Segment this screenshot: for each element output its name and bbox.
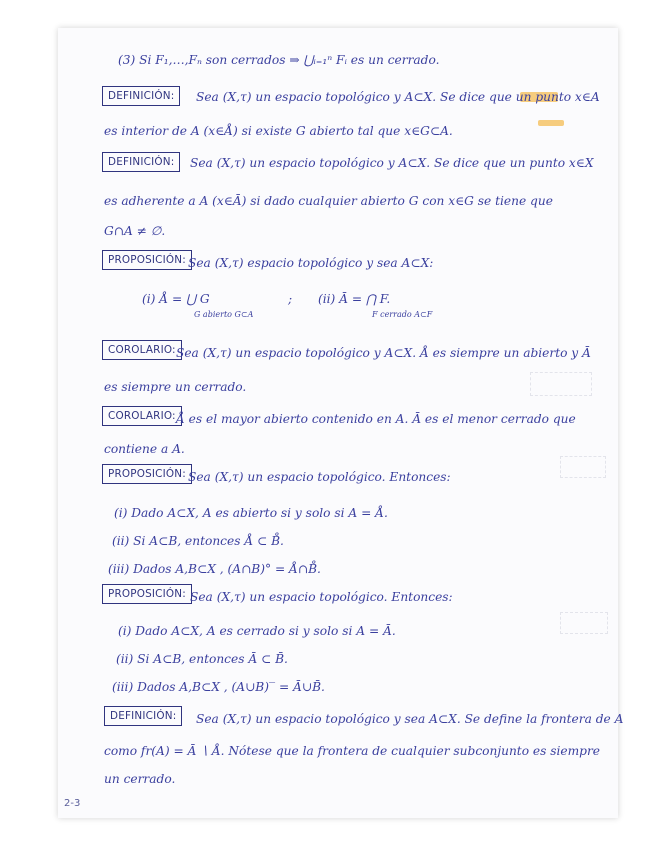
highlighter-mark <box>538 120 564 126</box>
note-line: Sea (X,τ) un espacio topológico. Entonces: <box>190 590 453 604</box>
note-line: Sea (X,τ) un espacio topológico. Entonces: <box>188 470 451 484</box>
definition-box-label: DEFINICIÓN: <box>102 152 180 172</box>
proposition-box-label: PROPOSICIÓN: <box>102 250 192 270</box>
list-item: (iii) Dados A,B⊂X , (A∩B)° = Å∩B̊. <box>108 562 321 576</box>
note-line: (3) Si F₁,…,Fₙ son cerrados ⇒ ⋃ᵢ₌₁ⁿ Fᵢ es un cerrado. <box>118 53 440 67</box>
formula-line: (ii) Ā = ⋂ F. <box>318 292 391 306</box>
definition-box-label: DEFINICIÓN: <box>104 706 182 726</box>
definition-box-label: DEFINICIÓN: <box>102 86 180 106</box>
show-through-mark <box>560 456 606 478</box>
note-line: G∩A ≠ ∅. <box>104 224 166 238</box>
proposition-box-label: PROPOSICIÓN: <box>102 584 192 604</box>
list-item: (iii) Dados A,B⊂X , (A∪B)‾ = Ā∪B̄. <box>112 680 325 694</box>
formula-subscript: G abierto G⊂A <box>194 310 254 319</box>
note-line: Sea (X,τ) un espacio topológico y A⊂X. Å es siempre un abierto y Ā <box>176 346 591 360</box>
corollary-box-label: COROLARIO: <box>102 340 182 360</box>
list-item: (i) Dado A⊂X, A es cerrado si y solo si A = Ā. <box>118 624 396 638</box>
note-line: Sea (X,τ) espacio topológico y sea A⊂X: <box>188 256 434 270</box>
note-line: Å es el mayor abierto contenido en A. Ā es el menor cerrado que <box>176 412 576 426</box>
note-line: como fr(A) = Ā ∖ Å. Nótese que la frontera de cualquier subconjunto es siempre <box>104 744 601 758</box>
show-through-mark <box>530 372 592 396</box>
note-line: contiene a A. <box>104 442 185 456</box>
page-mark: 2-3 <box>64 798 81 809</box>
note-line: un cerrado. <box>104 772 176 786</box>
formula-subscript: F cerrado A⊂F <box>372 310 433 319</box>
formula-separator: ; <box>288 292 293 306</box>
note-line: Sea (X,τ) un espacio topológico y A⊂X. Se dice que un punto x∈A <box>196 90 600 104</box>
note-line: es siempre un cerrado. <box>104 380 247 394</box>
corollary-box-label: COROLARIO: <box>102 406 182 426</box>
note-line: es interior de A (x∈Å) si existe G abierto tal que x∈G⊂A. <box>104 124 453 138</box>
show-through-mark <box>560 612 608 634</box>
note-line: Sea (X,τ) un espacio topológico y sea A⊂X. Se define la frontera de A <box>196 712 624 726</box>
list-item: (ii) Si A⊂B, entonces Å ⊂ B̊. <box>112 534 284 548</box>
proposition-box-label: PROPOSICIÓN: <box>102 464 192 484</box>
note-line: es adherente a A (x∈Ā) si dado cualquier abierto G con x∈G se tiene que <box>104 194 553 208</box>
formula-line: (i) Å = ⋃ G <box>142 292 210 306</box>
list-item: (ii) Si A⊂B, entonces Ā ⊂ B̄. <box>116 652 288 666</box>
note-line: Sea (X,τ) un espacio topológico y A⊂X. Se dice que un punto x∈X <box>190 156 594 170</box>
list-item: (i) Dado A⊂X, A es abierto si y solo si A = Å. <box>114 506 388 520</box>
